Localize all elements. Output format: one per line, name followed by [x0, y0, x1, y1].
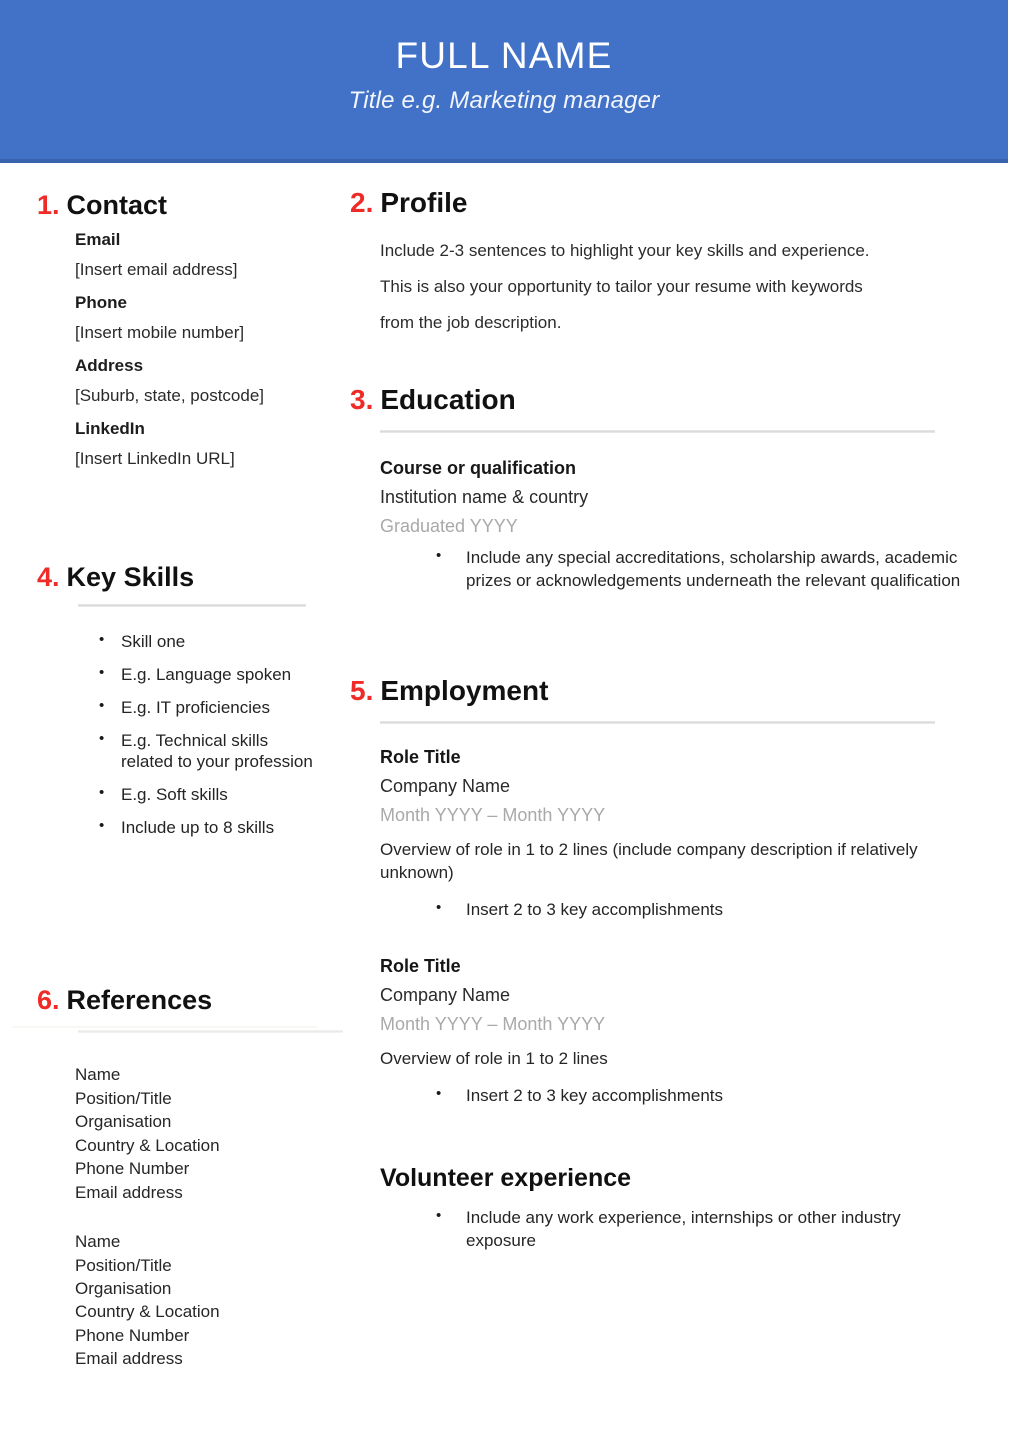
contact-section-title: Contact [66, 190, 168, 220]
right-column [345, 163, 1020, 1443]
section-contact [37, 191, 337, 467]
references-section-title: References [66, 985, 213, 1015]
education-divider [380, 430, 935, 433]
section-volunteer-experience [380, 1166, 1000, 1252]
education-graduation-year[interactable]: Graduated YYYY [380, 516, 518, 537]
list-item[interactable]: • Include up to 8 skills [99, 818, 314, 838]
section-references [37, 986, 347, 1371]
section-key-skills [37, 563, 337, 851]
contact-value-address[interactable]: [Suburb, state, postcode] [75, 386, 265, 406]
employment-company-name[interactable]: Company Name [380, 776, 511, 797]
reference-phone[interactable]: Phone Number [75, 1159, 190, 1179]
education-institution[interactable]: Institution name & country [380, 487, 589, 508]
employment-role-title[interactable]: Role Title [380, 747, 461, 768]
list-item[interactable]: • Insert 2 to 3 key accomplishments [436, 899, 1010, 922]
reference-phone[interactable]: Phone Number [75, 1325, 190, 1345]
section-employment [350, 676, 1010, 1107]
section-profile [350, 188, 970, 340]
list-item[interactable]: • Insert 2 to 3 key accomplishments [436, 1085, 1010, 1108]
employment-dates[interactable]: Month YYYY – Month YYYY [380, 1014, 606, 1035]
contact-value-linkedin[interactable]: [Insert LinkedIn URL] [75, 449, 235, 469]
references-divider-upper [12, 1026, 317, 1028]
candidate-full-name: FULL NAME [395, 35, 613, 76]
education-section-title: Education [380, 384, 516, 415]
profile-section-title: Profile [380, 187, 468, 218]
resume-body [0, 163, 1020, 1443]
employment-role-overview[interactable]: Overview of role in 1 to 2 lines [380, 1049, 608, 1069]
education-heading [350, 385, 990, 414]
employment-company-name[interactable]: Company Name [380, 985, 511, 1006]
reference-position[interactable]: Position/Title [75, 1255, 172, 1275]
volunteer-bullet-list [436, 1207, 1000, 1252]
reference-entry [75, 1230, 347, 1371]
employment-dates[interactable]: Month YYYY – Month YYYY [380, 805, 606, 826]
contact-label-linkedin: LinkedIn [75, 419, 145, 439]
education-bullet-list [436, 547, 990, 592]
reference-name[interactable]: Name [75, 1232, 121, 1252]
employment-divider [380, 721, 935, 724]
contact-label-address: Address [75, 356, 144, 376]
education-section-number: 3. [350, 384, 374, 415]
reference-location[interactable]: Country & Location [75, 1302, 220, 1322]
employment-role-overview[interactable]: Overview of role in 1 to 2 lines (include company description if relatively unknown) [380, 840, 918, 882]
key-skills-heading [37, 563, 337, 591]
key-skills-section-number: 4. [37, 562, 60, 592]
employment-entry [380, 957, 1010, 1107]
reference-email[interactable]: Email address [75, 1182, 183, 1202]
contact-value-email[interactable]: [Insert email address] [75, 260, 238, 280]
contact-field-list [75, 231, 337, 467]
employment-heading [350, 676, 1010, 705]
employment-entry [380, 748, 1010, 921]
employment-entries [380, 748, 1010, 1107]
key-skills-section-title: Key Skills [66, 562, 195, 592]
references-section-number: 6. [37, 985, 60, 1015]
reference-email[interactable]: Email address [75, 1349, 183, 1369]
education-course-name[interactable]: Course or qualification [380, 458, 577, 479]
volunteer-section-title: Volunteer experience [380, 1164, 632, 1192]
employment-section-number: 5. [350, 675, 374, 706]
key-skills-list [99, 632, 337, 837]
references-divider-lower [78, 1030, 343, 1033]
list-item[interactable]: • E.g. IT proficiencies [99, 698, 314, 718]
profile-section-number: 2. [350, 187, 374, 218]
list-item[interactable]: • E.g. Language spoken [99, 665, 314, 685]
reference-position[interactable]: Position/Title [75, 1088, 172, 1108]
education-entry [380, 459, 990, 592]
candidate-job-title: Title e.g. Marketing manager [348, 86, 660, 114]
list-item[interactable]: • E.g. Soft skills [99, 785, 314, 805]
contact-value-phone[interactable]: [Insert mobile number] [75, 323, 245, 343]
contact-label-phone: Phone [75, 293, 127, 313]
contact-section-number: 1. [37, 190, 60, 220]
references-heading [37, 986, 347, 1014]
profile-summary-text[interactable]: Include 2-3 sentences to highlight your key skills and experience. This is also your opportunity to tailor your resume with keywords from the job description. [380, 241, 870, 332]
employment-section-title: Employment [380, 675, 549, 706]
contact-heading [37, 191, 337, 219]
employment-bullet-list [436, 1085, 1010, 1108]
reference-name[interactable]: Name [75, 1065, 121, 1085]
left-column [0, 163, 345, 1443]
contact-label-email: Email [75, 230, 121, 250]
list-item[interactable]: • Include any work experience, internships or other industry exposure [436, 1207, 956, 1252]
employment-role-title[interactable]: Role Title [380, 956, 461, 977]
reference-location[interactable]: Country & Location [75, 1135, 220, 1155]
reference-organisation[interactable]: Organisation [75, 1278, 172, 1298]
list-item[interactable]: • Include any special accreditations, scholarship awards, academic prizes or acknowledgements underneath the relevant qualification [436, 547, 990, 592]
list-item[interactable]: • E.g. Technical skills related to your profession [99, 731, 314, 771]
resume-header-banner [0, 0, 1008, 163]
reference-entry [75, 1063, 347, 1204]
key-skills-divider [78, 604, 306, 607]
section-education [350, 385, 990, 593]
list-item[interactable]: • Skill one [99, 632, 314, 652]
profile-heading [350, 188, 970, 217]
employment-bullet-list [436, 899, 1010, 922]
reference-organisation[interactable]: Organisation [75, 1112, 172, 1132]
